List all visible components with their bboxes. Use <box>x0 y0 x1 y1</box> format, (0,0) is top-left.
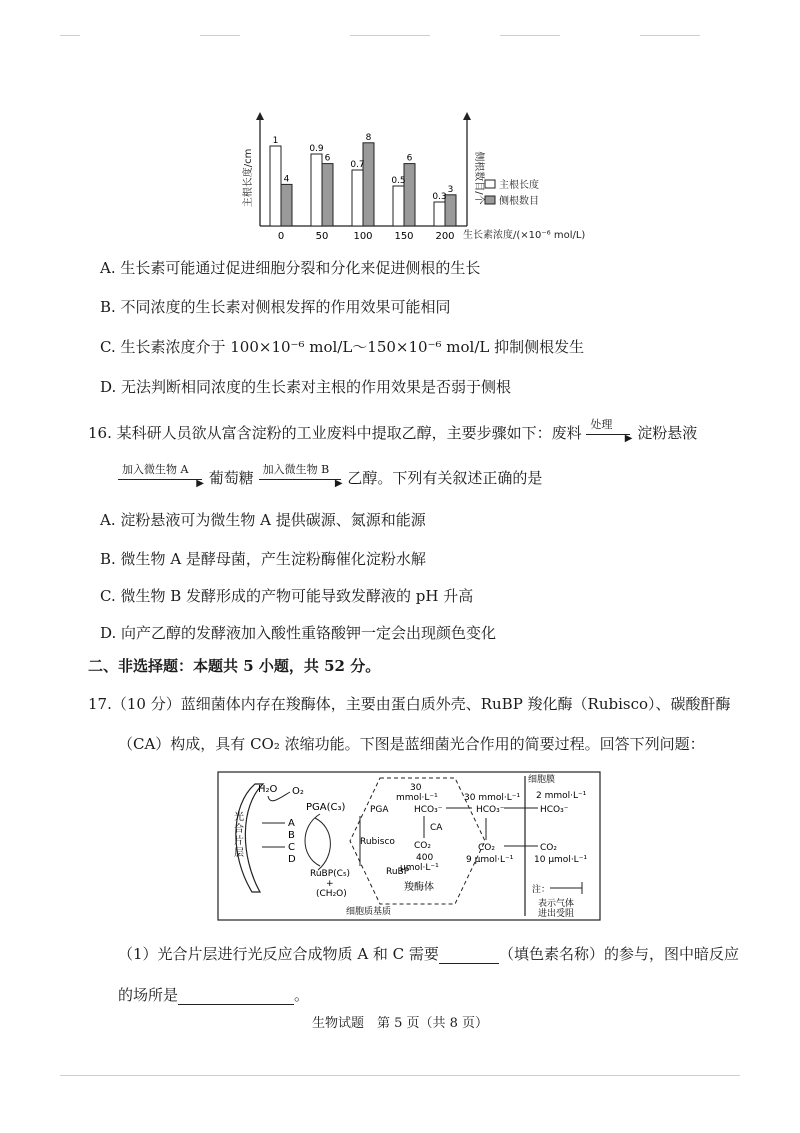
lamella-char: 片 <box>234 836 244 847</box>
q16-stem-line2 <box>118 463 543 489</box>
co2-inner-label: CO₂ <box>414 841 431 851</box>
data-label-main: 1 <box>272 136 279 146</box>
x-tick-label: 50 <box>315 231 329 242</box>
conc-30-unit: mmol·L⁻¹ <box>396 793 438 803</box>
q17-sub1-line2-text: 的场所是 <box>118 986 179 1004</box>
q17-sub1-part2: （填色素名称）的参与，图中暗反应 <box>498 945 739 963</box>
scan-mark <box>350 35 430 36</box>
out-conc-hco3: 2 mmol·L⁻¹ <box>536 791 587 801</box>
bar-lateral-root <box>404 164 415 226</box>
data-label-main: 0.5 <box>391 176 406 186</box>
q17-sub1-end: 。 <box>294 986 310 1004</box>
membrane-label: 细胞膜 <box>528 775 556 785</box>
arrow-shaft <box>118 479 202 480</box>
co2-cyto-label: CO₂ <box>478 843 495 853</box>
legend-lateral-label: 侧根数目 <box>499 196 539 207</box>
rubp-c5-label: RuBP(C₅) <box>310 869 351 879</box>
arrow-head: ▶ <box>196 478 204 489</box>
x-tick-label: 200 <box>435 231 455 242</box>
lamella-char: 光 <box>234 812 244 823</box>
conc-30-top: 30 <box>410 783 422 793</box>
ylabel-left: 主根长度/cm <box>243 148 254 208</box>
pga-c3-label: PGA(C₃) <box>306 802 346 813</box>
right-axis-arrow <box>463 112 471 120</box>
letter-a: A <box>288 818 295 829</box>
q16-option-c: C. 微生物 B 发酵形成的产物可能导致发酵液的 pH 升高 <box>100 587 474 605</box>
q16-starch-suspension: 淀粉悬液 <box>637 424 698 442</box>
hco3-cyto-label: HCO₃⁻ <box>476 805 505 815</box>
bar-lateral-root <box>363 143 374 226</box>
data-label-main: 0.9 <box>309 144 324 154</box>
carboxysome-label: 羧酶体 <box>404 882 434 893</box>
scan-mark <box>60 35 80 36</box>
data-label-lateral: 4 <box>283 174 290 185</box>
arrow-microbe-b-label: 加入微生物 B <box>262 463 330 476</box>
scan-mark <box>500 35 560 36</box>
arrow-microbe-a-label: 加入微生物 A <box>122 463 189 476</box>
data-label-lateral: 3 <box>447 184 454 195</box>
q16-option-a: A. 淀粉悬液可为微生物 A 提供碳源、氮源和能源 <box>100 511 426 529</box>
arrow-shaft <box>259 479 341 480</box>
ylabel-right: 侧根数目/个 <box>473 151 484 205</box>
scan-edge <box>60 1075 740 1076</box>
bar-main-root <box>393 186 404 226</box>
legend-main-label: 主根长度 <box>499 180 539 191</box>
ca-label: CA <box>430 823 443 833</box>
q17-line1: 17.（10 分）蓝细菌体内存在羧酶体，主要由蛋白质外壳、RuBP 羧化酶（Rubisco）、碳酸酐酶 <box>88 695 731 713</box>
answer-blank-pigment[interactable] <box>439 947 499 964</box>
letter-c: C <box>288 842 295 853</box>
calvin-loop-left <box>305 814 320 866</box>
data-label-main: 0.3 <box>432 192 447 202</box>
data-label-lateral: 6 <box>324 153 331 164</box>
q15-option-a: A. 生长素可能通过促进细胞分裂和分化来促进侧根的生长 <box>100 259 481 277</box>
cyto-conc-hco3: 30 mmol·L⁻¹ <box>464 793 521 803</box>
arrow-microbe-a <box>118 463 204 489</box>
bar-lateral-root <box>281 184 292 226</box>
q17-line2: （CA）构成，具有 CO₂ 浓缩功能。下图是蓝细菌光合作用的简要过程。回答下列问题： <box>118 735 705 753</box>
x-tick-label: 150 <box>394 231 414 242</box>
section-title: 二、非选择题：本题共 5 小题，共 52 分。 <box>88 657 381 675</box>
scan-mark <box>640 35 700 36</box>
bar-main-root <box>270 146 281 226</box>
bar-chart <box>235 108 595 248</box>
rubisco-label: Rubisco <box>360 837 395 847</box>
rubp-inner-label: RuBP <box>386 867 410 877</box>
q16-option-d: D. 向产乙醇的发酵液加入酸性重铬酸钾一定会出现颜色变化 <box>100 624 497 642</box>
bar-lateral-root <box>322 164 333 226</box>
bar-main-root <box>434 202 445 226</box>
arrow-microbe-b <box>259 463 343 489</box>
page-footer: 生物试题 第 5 页（共 8 页） <box>311 1016 489 1031</box>
q16-option-b: B. 微生物 A 是酵母菌，产生淀粉酶催化淀粉水解 <box>100 550 426 568</box>
out-conc-co2: 10 μmol·L⁻¹ <box>534 855 588 865</box>
q16-glucose: 葡萄糖 <box>208 469 254 487</box>
note-label: 注： <box>532 885 551 895</box>
q15-option-c: C. 生长素浓度介于 100×10⁻⁶ mol/L～150×10⁻⁶ mol/L 抑制侧根发生 <box>100 338 585 356</box>
note-text-1: 表示气体 <box>538 899 575 909</box>
lamella-char: 合 <box>234 824 244 835</box>
pga-label: PGA <box>370 805 389 815</box>
o2-label: O₂ <box>292 786 304 797</box>
arrow-head: ▶ <box>624 433 633 444</box>
co2-outside-label: CO₂ <box>540 843 557 853</box>
h2o-label: H₂O <box>258 784 278 795</box>
q16-stem-line1 <box>88 418 698 444</box>
q16-ethanol-text: 乙醇。下列有关叙述正确的是 <box>347 469 543 487</box>
q17-sub1-line2 <box>118 985 309 1005</box>
matrix-label: 细胞质基质 <box>346 907 392 917</box>
arrow-head: ▶ <box>334 478 343 489</box>
scan-mark <box>200 35 240 36</box>
data-label-lateral: 8 <box>365 132 372 143</box>
calvin-loop-right <box>315 818 330 870</box>
data-label-main: 0.7 <box>350 160 365 170</box>
plus-sign: + <box>326 879 334 889</box>
xlabel: 生长素浓度/(×10⁻⁶ mol/L) <box>463 230 586 241</box>
cyto-conc-co2: 9 μmol·L⁻¹ <box>466 855 514 865</box>
arrow-process-label: 处理 <box>590 418 613 431</box>
hco3-inner-label: HCO₃⁻ <box>414 805 443 815</box>
ch2o-label: (CH₂O) <box>316 889 347 899</box>
arrow-process <box>586 418 633 444</box>
answer-blank-site[interactable] <box>178 988 294 1005</box>
photosynthesis-diagram <box>210 766 610 926</box>
note-text-2: 进出受阻 <box>538 909 575 919</box>
legend-lateral-swatch <box>485 196 495 204</box>
legend-main-swatch <box>485 180 495 188</box>
hco3-outside-label: HCO₃⁻ <box>540 805 569 815</box>
bar-main-root <box>311 154 322 226</box>
q15-option-d: D. 无法判断相同浓度的生长素对主根的作用效果是否弱于侧根 <box>100 378 512 396</box>
q15-option-b: B. 不同浓度的生长素对侧根发挥的作用效果可能相同 <box>100 298 451 316</box>
data-label-lateral: 6 <box>406 153 413 164</box>
letter-b: B <box>288 830 295 841</box>
q16-stem-text: 16. 某科研人员欲从富含淀粉的工业废料中提取乙醇，主要步骤如下：废料 <box>88 424 582 442</box>
conc-400: 400 <box>416 853 434 863</box>
bar-main-root <box>352 170 363 226</box>
x-tick-label: 0 <box>277 231 285 242</box>
letter-d: D <box>288 854 296 865</box>
conc-400-unit: μmol·L⁻¹ <box>400 863 439 873</box>
x-tick-label: 100 <box>353 231 373 242</box>
q17-sub1-line1 <box>118 944 739 964</box>
q17-sub1-part1: （1）光合片层进行光反应合成物质 A 和 C 需要 <box>118 945 439 963</box>
lamella-char: 层 <box>234 848 244 859</box>
left-axis-arrow <box>256 112 264 120</box>
